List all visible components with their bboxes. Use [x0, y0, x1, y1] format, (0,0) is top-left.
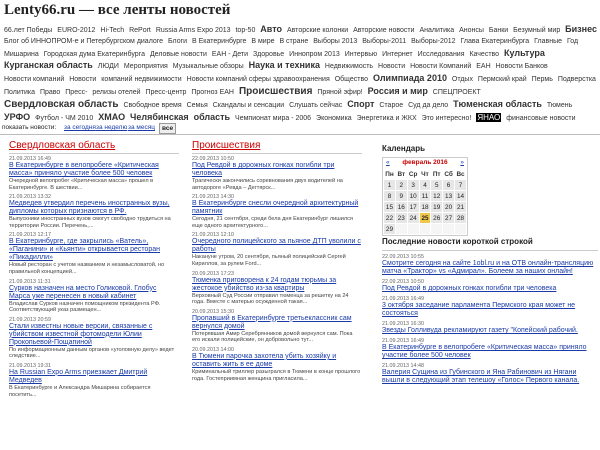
calendar-weekday: Ср [408, 170, 418, 178]
tag-link[interactable]: Интернет [382, 50, 413, 58]
news-title-link[interactable]: Сурков назначен на место Голиковой. Глобус Марса уже перенесен в новый кабинет [9, 284, 157, 300]
news-description: Верховный Суд России отправил тюменца за решетку на 24 года. Вместе с матерью осужденной такая... [192, 292, 349, 306]
news-item [192, 156, 362, 191]
news-title-link[interactable]: В Тюмени парочка захотела убить хозяйку и оставить жить в ее доме [192, 352, 337, 368]
news-item [9, 363, 179, 398]
tag-link[interactable]: Бизнес [565, 24, 597, 34]
calendar-day[interactable]: 9 [395, 191, 407, 202]
news-title-link[interactable]: 3 октября заседание парламента Пермского края может не состояться [382, 302, 576, 317]
recent-news-item [382, 321, 598, 335]
calendar-day[interactable]: 15 [384, 202, 396, 213]
site-title[interactable]: Lenty66.ru — все ленты новостей [4, 2, 231, 18]
calendar-day[interactable]: 5 [431, 180, 443, 191]
calendar-day[interactable]: 22 [384, 213, 396, 224]
column-divider [9, 153, 179, 154]
tag-link[interactable]: Политика [4, 88, 35, 96]
tag-link[interactable]: В Екатеринбурге [192, 37, 247, 45]
calendar-empty-cell [407, 224, 419, 235]
calendar-day[interactable]: 1 [384, 180, 396, 191]
tag-link[interactable]: Курганская область [4, 60, 93, 71]
news-description: Потерявшая Амир Серебрянников домой вернулся сам. Пока его искали полицейские, он добровольно тут... [192, 330, 353, 344]
calendar-empty-cell [443, 224, 455, 235]
site-header [0, 0, 600, 122]
tag-link[interactable]: Подверстка [557, 76, 596, 84]
tag-link[interactable]: Новости [378, 63, 406, 71]
tag-link[interactable]: Россия и мир [367, 85, 428, 96]
period-all-button[interactable]: все [159, 123, 176, 134]
news-description: В Екатеринбурге и Александра Мишарина собирается посетить... [9, 384, 151, 398]
calendar-weekday: Пн [385, 170, 394, 178]
tag-link[interactable]: УРФО [4, 111, 31, 122]
tag-link[interactable]: Свердловская область [4, 98, 119, 110]
calendar-day[interactable]: 19 [431, 202, 443, 213]
news-date: 22.09.2013 10:55 [382, 254, 424, 260]
tag-link[interactable]: Пресс-центр [145, 88, 187, 96]
tag-link[interactable]: В стране [279, 37, 309, 45]
tag-link[interactable]: Мероприятия [123, 63, 168, 71]
news-title-link[interactable]: Стали известны новые версии, связанные с убийством известной фотомодели Юлии Прокопьевой-Пощапиной [9, 322, 153, 346]
news-title-link[interactable]: В Екатеринбурге в велопробеге «Критическая масса» приняло участие более 500 человек [9, 162, 159, 177]
calendar-empty-cell [455, 224, 467, 235]
tag-link[interactable]: Авто [260, 24, 282, 34]
tag-cloud [4, 24, 600, 124]
tag-link[interactable]: Наука и техника [248, 60, 320, 71]
calendar-day[interactable]: 11 [419, 191, 431, 202]
recent-news-item [382, 363, 598, 385]
column-heading-sverdlovsk[interactable]: Свердловская область [9, 140, 116, 151]
tag-link[interactable]: Hi-Tech [100, 27, 125, 34]
calendar-weekday: Вт [395, 169, 407, 180]
calendar-day[interactable]: 10 [407, 191, 419, 202]
calendar-empty-cell [419, 224, 431, 235]
tag-link[interactable]: Тюмень [546, 101, 573, 109]
calendar-weekday: Пт [431, 169, 443, 180]
calendar-day[interactable]: 7 [455, 180, 467, 191]
tag-link[interactable]: Безумный мир [513, 27, 561, 34]
news-item [9, 317, 179, 360]
tag-link[interactable]: Иннопром 2013 [289, 50, 340, 58]
tag-link[interactable]: Общество [334, 76, 368, 84]
recent-news-list [382, 250, 598, 388]
tag-link[interactable]: Год [566, 37, 579, 45]
tag-link[interactable]: ЕАН [476, 63, 491, 71]
tag-link[interactable]: Мишарина [4, 50, 39, 58]
calendar-day[interactable]: 13 [443, 191, 455, 202]
news-date: 22.09.2013 10:50 [192, 156, 234, 162]
news-date: 21.09.2013 20:59 [9, 316, 51, 323]
tag-link[interactable]: Анонсы [459, 27, 484, 34]
news-item [192, 194, 362, 229]
calendar-empty-cell [395, 224, 407, 235]
tag-link[interactable]: Выборы-2012 [411, 37, 456, 45]
news-date: 21.09.2013 19:31 [9, 362, 51, 369]
news-title-link[interactable]: Звезды Голливуда рекламируют газету "Копейский рабочий. [382, 327, 578, 334]
calendar-day[interactable]: 27 [443, 213, 455, 224]
news-title-link[interactable]: Пропавший в Екатеринбурге третьеклассник сам вернулся домой [192, 314, 352, 330]
calendar-day[interactable]: 3 [407, 180, 419, 191]
tag-link[interactable]: финансовые новости [506, 114, 576, 122]
period-week-link[interactable]: за неделю [96, 124, 128, 131]
news-description: Сегодня, 21 сентября, среди бела дня Екатеринбург лишился еще одного архитектурного... [192, 216, 353, 229]
tag-link[interactable]: Качество [469, 50, 500, 58]
news-description: Очередной велопробег «Критическая масса» прошел в Екатеринбурге. В шествии... [9, 178, 154, 191]
tag-link[interactable]: Новости компаний [4, 76, 65, 84]
tag-link[interactable]: RePort [129, 27, 151, 34]
tag-link[interactable]: Право [39, 88, 61, 96]
column-heading-incidents[interactable]: Происшествия [192, 140, 261, 151]
column-divider [382, 250, 598, 251]
calendar-empty-cell [431, 224, 443, 235]
news-item [192, 232, 362, 267]
tag-link[interactable]: Футбол - ЧМ 2010 [35, 114, 94, 122]
tag-link[interactable]: ЛЮДИ [97, 63, 119, 71]
news-date: 21.09.2013 12:17 [9, 232, 51, 239]
news-date: 21.09.2013 14:30 [192, 194, 234, 201]
news-item [192, 309, 362, 344]
news-title-link[interactable]: Тюменка приговорена к 24 годам тюрьмы за жестокое убийство из-за квартиры [192, 276, 337, 292]
calendar-day[interactable]: 2 [395, 180, 407, 191]
news-title-link[interactable]: Очередного полицейского за пьяное ДТП уволили с работы [192, 238, 361, 254]
calendar-day[interactable]: 28 [455, 213, 467, 224]
news-title-link[interactable]: Под Ревдой в дорожных гонках погибли три человека [382, 285, 557, 292]
news-item [9, 232, 179, 275]
tag-link[interactable]: область [193, 111, 231, 122]
calendar [382, 157, 468, 236]
news-date: 21.09.2013 11:31 [9, 278, 51, 285]
tag-link[interactable]: Пресс- [65, 88, 88, 96]
tag-link[interactable]: Культура [504, 47, 545, 58]
tag-link[interactable]: Отдых [451, 76, 473, 84]
news-date: 21.09.2013 13:32 [9, 194, 51, 201]
tag-link[interactable]: Пряной эфир! [317, 88, 363, 96]
tag-link[interactable]: Тюменская область [453, 98, 542, 109]
news-title-link[interactable]: В Екатеринбурге снесли очередной архитектурный памятник [192, 200, 359, 216]
tag-link[interactable]: Пермский край [477, 76, 527, 84]
tag-link[interactable]: Исследования [417, 50, 465, 58]
tag-link[interactable]: Происшествия [238, 85, 313, 97]
news-date: 21.09.2013 16:49 [9, 156, 51, 162]
tag-link[interactable]: Авторские новости [353, 27, 415, 34]
calendar-day[interactable]: 20 [443, 202, 455, 213]
tag-link[interactable]: Олимпиада 2010 [372, 73, 447, 84]
tag-link[interactable]: Интервью [344, 50, 378, 58]
tag-link[interactable]: Аналитика [419, 27, 455, 34]
tag-link[interactable]: Чемпионат мира - 2006 [235, 114, 312, 122]
tag-link[interactable]: Слушать сейчас [289, 101, 343, 109]
tag-link[interactable]: Блоги [168, 37, 188, 45]
news-item [9, 194, 179, 229]
calendar-weekday: Чт [419, 169, 431, 180]
tag-link[interactable]: Музыкальные обзоры [172, 63, 244, 71]
tag-link[interactable]: Новости Компаний [410, 63, 472, 71]
news-description: Трагически закончились соревнования двух водителей на автодороге «Ревда – Дегтярск... [192, 178, 343, 191]
tag-link[interactable]: Банки [488, 27, 509, 34]
news-column-incidents [192, 153, 362, 385]
news-description: Накануне утром, 20 сентября, пьяный полицейский Сергей Кириллов, за рулем Ford... [192, 254, 346, 267]
news-date: 20.09.2013 17:23 [192, 270, 234, 277]
calendar-day[interactable]: 4 [419, 180, 431, 191]
tag-link[interactable]: СПЕЦПРОЕКТ [432, 88, 481, 96]
news-title-link[interactable]: На Russian Expo Arms приезжает Дмитрий Медведев [9, 368, 148, 384]
recent-news-item [382, 296, 598, 318]
calendar-day[interactable]: 18 [419, 202, 431, 213]
tag-link[interactable]: EURO-2012 [57, 27, 96, 34]
news-title-link[interactable]: В Екатеринбурге, где закрылись «Ватель», «Паганини» и «Кьянти» открывается ресторан «Пикадилли» [9, 238, 161, 262]
news-date: 21.09.2013 16:49 [382, 338, 424, 344]
tag-link[interactable]: Блог об ИННОПРОМ-е и Петербургском диалоге [4, 37, 164, 45]
news-item [9, 156, 179, 191]
news-date: 20.09.2013 14:00 [192, 346, 234, 353]
recent-news-item [382, 338, 598, 360]
tag-link[interactable]: Это интересно! [421, 114, 472, 122]
news-description: Выпускники иностранных вузов смогут свободно трудиться на территории России. Перечень,... [9, 216, 171, 229]
tag-link[interactable]: ЕАН - Дети [211, 50, 248, 58]
tag-link[interactable]: Выборы 2013 [313, 37, 358, 45]
column-divider [192, 153, 362, 154]
news-title-link[interactable]: Медведев утвердил перечень иностранных вузы, дипломы которых признаются в РФ. [9, 200, 170, 216]
news-description: Новый ресторан с учетом названием и незамысловатой, но правильной концепцией... [9, 262, 165, 275]
calendar-month-label[interactable]: февраль 2016 [402, 159, 448, 166]
tag-link[interactable]: ХМАО [98, 111, 126, 122]
tag-link[interactable]: Челябинская [130, 111, 189, 122]
news-date: 21.09.2013 16:30 [382, 321, 424, 327]
news-description: Владислав Сурков назначен помощником президента РФ. Соответствующий указ размещен... [9, 300, 161, 314]
news-description: Криминальный триллер разыгрался в Тюмени в конце прошлого года. Гостеприимная женщина пригласила... [192, 368, 361, 382]
calendar-day[interactable]: 26 [431, 213, 443, 224]
tag-link[interactable]: Суд да дело [408, 101, 449, 109]
tag-link[interactable]: Деловые новости [149, 50, 207, 58]
news-item [192, 271, 362, 306]
tag-link[interactable]: Пермь [531, 76, 553, 84]
calendar-day[interactable]: 25 [419, 213, 431, 224]
news-title-link[interactable]: Смотрите сегодня на сайте 1obl.ru и на OTB онлайн-трансляцию матча «Трактор» vs «Адмирал». Болеем за наших онлайн! [382, 260, 594, 275]
news-item [9, 279, 179, 314]
tag-link[interactable]: Недвижимость [324, 63, 374, 71]
tag-link[interactable]: Старое [379, 101, 404, 109]
tag-link[interactable]: Здоровье [252, 50, 285, 58]
tag-link[interactable]: Новости Банков [495, 63, 548, 71]
recent-news-item [382, 279, 598, 293]
news-title-link[interactable]: Под Ревдой в дорожных гонках погибли три человека [192, 162, 335, 177]
tag-link[interactable]: компаний недвижимости [101, 76, 182, 84]
calendar-day[interactable]: 6 [443, 180, 455, 191]
news-date: 20.09.2013 15:30 [192, 308, 234, 315]
calendar-day[interactable]: 23 [395, 213, 407, 224]
tag-link[interactable]: Скандалы и сенсации [212, 101, 285, 109]
calendar-day[interactable]: 24 [407, 213, 419, 224]
period-label: показать новости: [2, 124, 57, 131]
calendar-day[interactable]: 17 [407, 202, 419, 213]
recent-news-heading: Последние новости короткой строкой [382, 237, 533, 246]
news-date: 22.09.2013 10:50 [382, 279, 424, 285]
calendar-next-icon[interactable]: » [460, 159, 464, 166]
news-date: 21.09.2013 16:49 [382, 296, 424, 302]
calendar-weekday: Вс [456, 170, 465, 178]
calendar-day[interactable]: 21 [455, 202, 467, 213]
period-today-link[interactable]: за сегодня [64, 124, 96, 131]
calendar-day[interactable]: 12 [431, 191, 443, 202]
tag-link[interactable]: Глава Екатеринбурга [460, 37, 530, 45]
period-filter-bar [0, 122, 600, 135]
tag-link[interactable]: Авторские колонки [286, 27, 349, 34]
tag-link[interactable]: Russia Arms Expo 2013 [155, 27, 231, 34]
tag-link[interactable]: 66.лет Победы [4, 27, 53, 34]
calendar-heading: Календарь [382, 144, 426, 153]
news-date: 21.09.2013 12:10 [192, 232, 234, 239]
tag-link[interactable]: Выборы-2011 [362, 37, 407, 45]
tag-link[interactable]: Городская дума Екатеринбурга [43, 50, 145, 58]
tag-link[interactable]: Главные [534, 37, 563, 45]
tag-link[interactable]: релизы отелей [92, 88, 141, 96]
tag-link[interactable]: Новости компаний сферы здравоохранения [186, 76, 330, 84]
tag-link[interactable]: Прогноз ЕАН [191, 88, 234, 96]
calendar-day[interactable]: 8 [384, 191, 396, 202]
period-month-link[interactable]: за месяц [128, 124, 155, 131]
calendar-day[interactable]: 16 [395, 202, 407, 213]
recent-news-item [382, 254, 598, 276]
tag-link[interactable]: top-50 [235, 27, 256, 34]
calendar-day[interactable]: 29 [384, 224, 396, 235]
news-title-link[interactable]: В Екатеринбурге в велопробеге «Критическая масса» приняло участие более 500 человек [382, 344, 587, 359]
calendar-month-row [383, 158, 467, 168]
calendar-prev-icon[interactable]: « [386, 159, 390, 166]
tag-link[interactable]: Новости [69, 76, 97, 84]
tag-link[interactable]: ЯНАО [477, 112, 501, 122]
calendar-grid [383, 168, 467, 235]
calendar-day[interactable]: 14 [455, 191, 467, 202]
tag-link[interactable]: Спорт [347, 98, 375, 109]
news-column-sverdlovsk [9, 153, 179, 401]
news-title-link[interactable]: Валерия Сущина из Губинского и Яна Рабинович из Нягани вышли в следующий этап телешоу «Голос» Первого канала. [382, 369, 580, 384]
news-description: По информационным данным органов «уголовную делу» ведет следствие... [9, 346, 175, 360]
tag-link[interactable]: Энергетика и ЖКХ [356, 114, 417, 122]
tag-link[interactable]: Свободное время [123, 101, 182, 109]
news-item [192, 347, 362, 382]
tag-link[interactable]: В мире [251, 37, 275, 45]
calendar-weekday: Сб [444, 170, 453, 178]
tag-link[interactable]: Экономика [316, 114, 352, 122]
news-date: 21.09.2013 14:48 [382, 363, 424, 369]
tag-link[interactable]: Семья [186, 101, 208, 109]
